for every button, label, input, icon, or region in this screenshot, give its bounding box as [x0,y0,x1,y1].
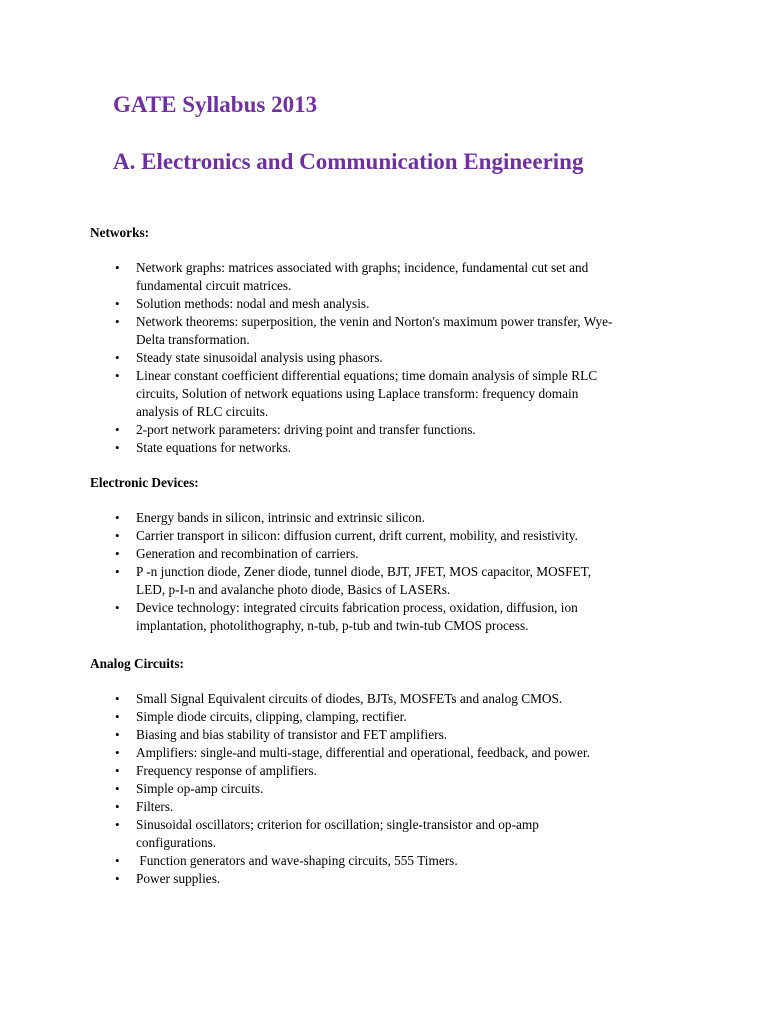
section-heading: Networks: [90,225,150,240]
list-item: • Small Signal Equivalent circuits of diodes, BJTs, MOSFETs and analog CMOS. [90,690,690,708]
list-item: • Carrier transport in silicon: diffusion current, drift current, mobility, and resistivity. [90,527,690,545]
list-item: • Biasing and bias stability of transistor and FET amplifiers. [90,726,690,744]
list-item: • Generation and recombination of carriers. [90,545,690,563]
list-item: • Steady state sinusoidal analysis using phasors. [90,349,690,367]
list-item: • Sinusoidal oscillators; criterion for oscillation; single-transistor and op-amp configurations. [90,816,690,852]
bullet-list [90,690,690,888]
list-item: • Power supplies. [90,870,690,888]
section-networks [90,224,690,457]
list-item: • P -n junction diode, Zener diode, tunnel diode, BJT, JFET, MOS capacitor, MOSFET, LED, p-I-n and avalanche photo diode, Basics of LASERs. [90,563,690,599]
section-heading: Analog Circuits: [90,656,184,671]
list-item: • Network graphs: matrices associated with graphs; incidence, fundamental cut set and fundamental circuit matrices. [90,259,690,295]
list-item: • Function generators and wave-shaping circuits, 555 Timers. [90,852,690,870]
list-item: • 2-port network parameters: driving point and transfer functions. [90,421,690,439]
list-item: • Network theorems: superposition, the venin and Norton's maximum power transfer, Wye- Delta transformation. [90,313,690,349]
page-title: GATE Syllabus 2013 [113,92,318,117]
section-analog-circuits [90,655,690,888]
list-item: • Linear constant coefficient differential equations; time domain analysis of simple RLC circuits, Solution of network equations using Laplace transform: frequency domain analysis of RLC circuits. [90,367,690,421]
list-item: • Device technology: integrated circuits fabrication process, oxidation, diffusion, ion implantation, photolithography, n-tub, p-tub and twin-tub CMOS process. [90,599,690,635]
list-item: • Simple diode circuits, clipping, clamping, rectifier. [90,708,690,726]
section-heading: Electronic Devices: [90,475,199,490]
page-subtitle: A. Electronics and Communication Engineering [113,149,584,174]
bullet-list [90,509,690,635]
list-item: • Filters. [90,798,690,816]
section-electronic-devices [90,474,690,635]
list-item: • Amplifiers: single-and multi-stage, differential and operational, feedback, and power. [90,744,690,762]
list-item: • State equations for networks. [90,439,690,457]
list-item: • Simple op-amp circuits. [90,780,690,798]
list-item: • Solution methods: nodal and mesh analysis. [90,295,690,313]
bullet-list [90,259,690,457]
list-item: • Energy bands in silicon, intrinsic and extrinsic silicon. [90,509,690,527]
list-item: • Frequency response of amplifiers. [90,762,690,780]
